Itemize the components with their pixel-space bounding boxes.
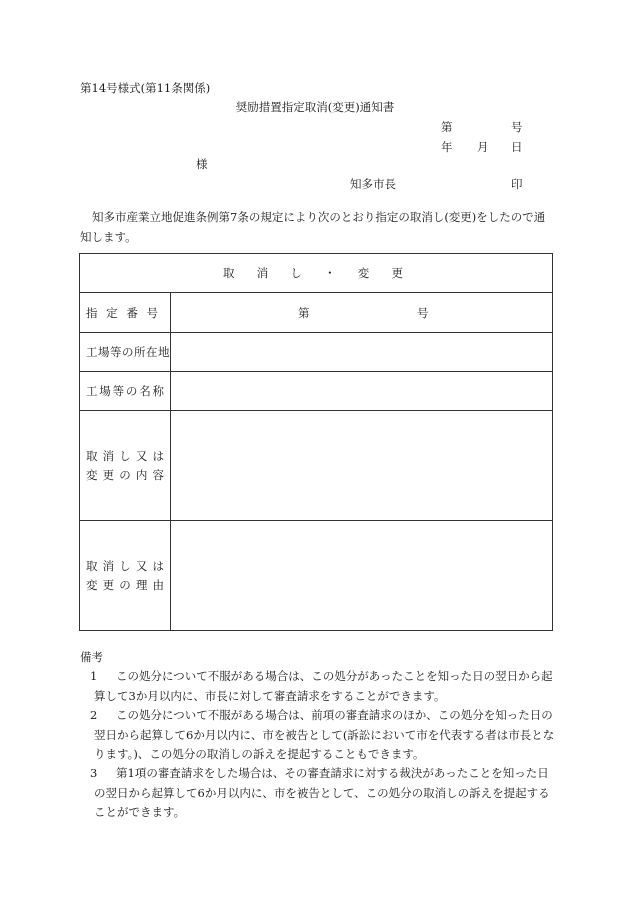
label-char: 取 (86, 448, 98, 463)
remark-text: 第1項の審査請求をした場合は、その審査請求に対する裁決があったことを知った日の翌日から起算して6か月以内に、市を被告として、この処分の取消しの訴えを提起することができます。 (94, 766, 550, 819)
label-char: 消 (102, 448, 115, 463)
label-char: 理 (135, 577, 148, 592)
reason-value-cell (171, 521, 553, 631)
sender-title: 知多市長 (350, 177, 396, 191)
header-char: し (290, 266, 302, 280)
table-header-cell (80, 254, 553, 293)
addressee-suffix: 様 (196, 157, 208, 171)
label-char: 号 (146, 305, 158, 320)
remark-number: 1 (90, 669, 98, 683)
document-title: 奨励措置指定取消(変更)通知書 (235, 100, 395, 114)
remark-number: 3 (90, 766, 98, 780)
label-char: は (152, 448, 164, 463)
seal-mark: 印 (511, 177, 523, 191)
name-value-cell (171, 372, 553, 411)
label-char: し (119, 448, 131, 463)
label-char: 又 (135, 558, 148, 573)
name-row (80, 372, 553, 411)
name-label (80, 372, 171, 411)
label-char: 番 (126, 305, 138, 320)
label-char: 工 (86, 384, 98, 398)
body-text: 知多市産業立地促進条例第7条の規定により次のとおり指定の取消し(変更)をしたので通知します。 (80, 210, 546, 244)
label-char: の (119, 577, 131, 592)
remark-number: 2 (90, 708, 98, 722)
label-char: 名 (139, 384, 151, 398)
remark-item (80, 764, 555, 823)
designation-value-cell (171, 293, 553, 333)
label-char: 変 (86, 467, 98, 482)
label-char: 消 (102, 558, 115, 573)
label-char: 定 (106, 305, 118, 320)
content-label (80, 411, 171, 521)
date-year: 年 (441, 140, 453, 154)
content-row (80, 411, 553, 521)
reason-row (80, 521, 553, 631)
date-day: 日 (511, 140, 523, 154)
label-char: 等 (112, 384, 125, 398)
remark-item (80, 667, 555, 706)
location-label-text: 工場等の所在地 (86, 345, 170, 359)
label-char: 容 (152, 467, 164, 482)
label-char: 指 (86, 305, 98, 320)
remark-item (80, 706, 555, 765)
issue-number-suffix: 号 (511, 120, 523, 134)
label-char: 又 (135, 448, 148, 463)
label-char: 称 (152, 384, 164, 398)
label-char: 場 (99, 384, 111, 398)
header-char: 変 (357, 266, 370, 280)
table-header-row (80, 254, 553, 293)
label-char: 変 (86, 577, 98, 592)
designation-label (80, 293, 171, 333)
label-char: の (119, 467, 131, 482)
remark-text: この処分について不服がある場合は、この処分があったことを知った日の翌日から起算して3か月以内に、市長に対して審査請求をすることができます。 (94, 669, 553, 703)
location-label (80, 333, 171, 372)
content-value-cell (171, 411, 553, 521)
label-char: 更 (102, 467, 115, 482)
label-char: 由 (152, 577, 164, 592)
notice-table (79, 253, 553, 631)
label-char: 取 (86, 558, 98, 573)
label-char: 更 (102, 577, 115, 592)
location-row (80, 333, 553, 372)
label-char: 内 (135, 467, 148, 482)
location-value-cell (171, 333, 553, 372)
header-char: 消 (256, 266, 269, 280)
table-header-label (223, 265, 403, 281)
form-number: 第14号様式(第11条関係) (80, 81, 211, 95)
designation-value-suffix: 号 (417, 306, 429, 320)
issue-number-prefix: 第 (441, 120, 453, 134)
designation-value-prefix: 第 (298, 306, 310, 320)
reason-label (80, 521, 171, 631)
label-char: し (119, 558, 131, 573)
label-char: の (125, 384, 138, 398)
designation-row (80, 293, 553, 333)
header-char: 更 (391, 266, 403, 280)
remarks-heading: 備考 (80, 650, 103, 664)
header-char: 取 (223, 266, 235, 280)
date-month: 月 (477, 140, 489, 154)
remark-text: この処分について不服がある場合は、前項の審査請求のほか、この処分を知った日の翌日から起算して6か月以内に、市を被告として(訴訟において市を代表する者は市長となります。)、この処分の取消しの訴えを提起することもできます。 (94, 708, 555, 761)
label-char: は (152, 558, 164, 573)
header-char: ・ (324, 266, 336, 280)
